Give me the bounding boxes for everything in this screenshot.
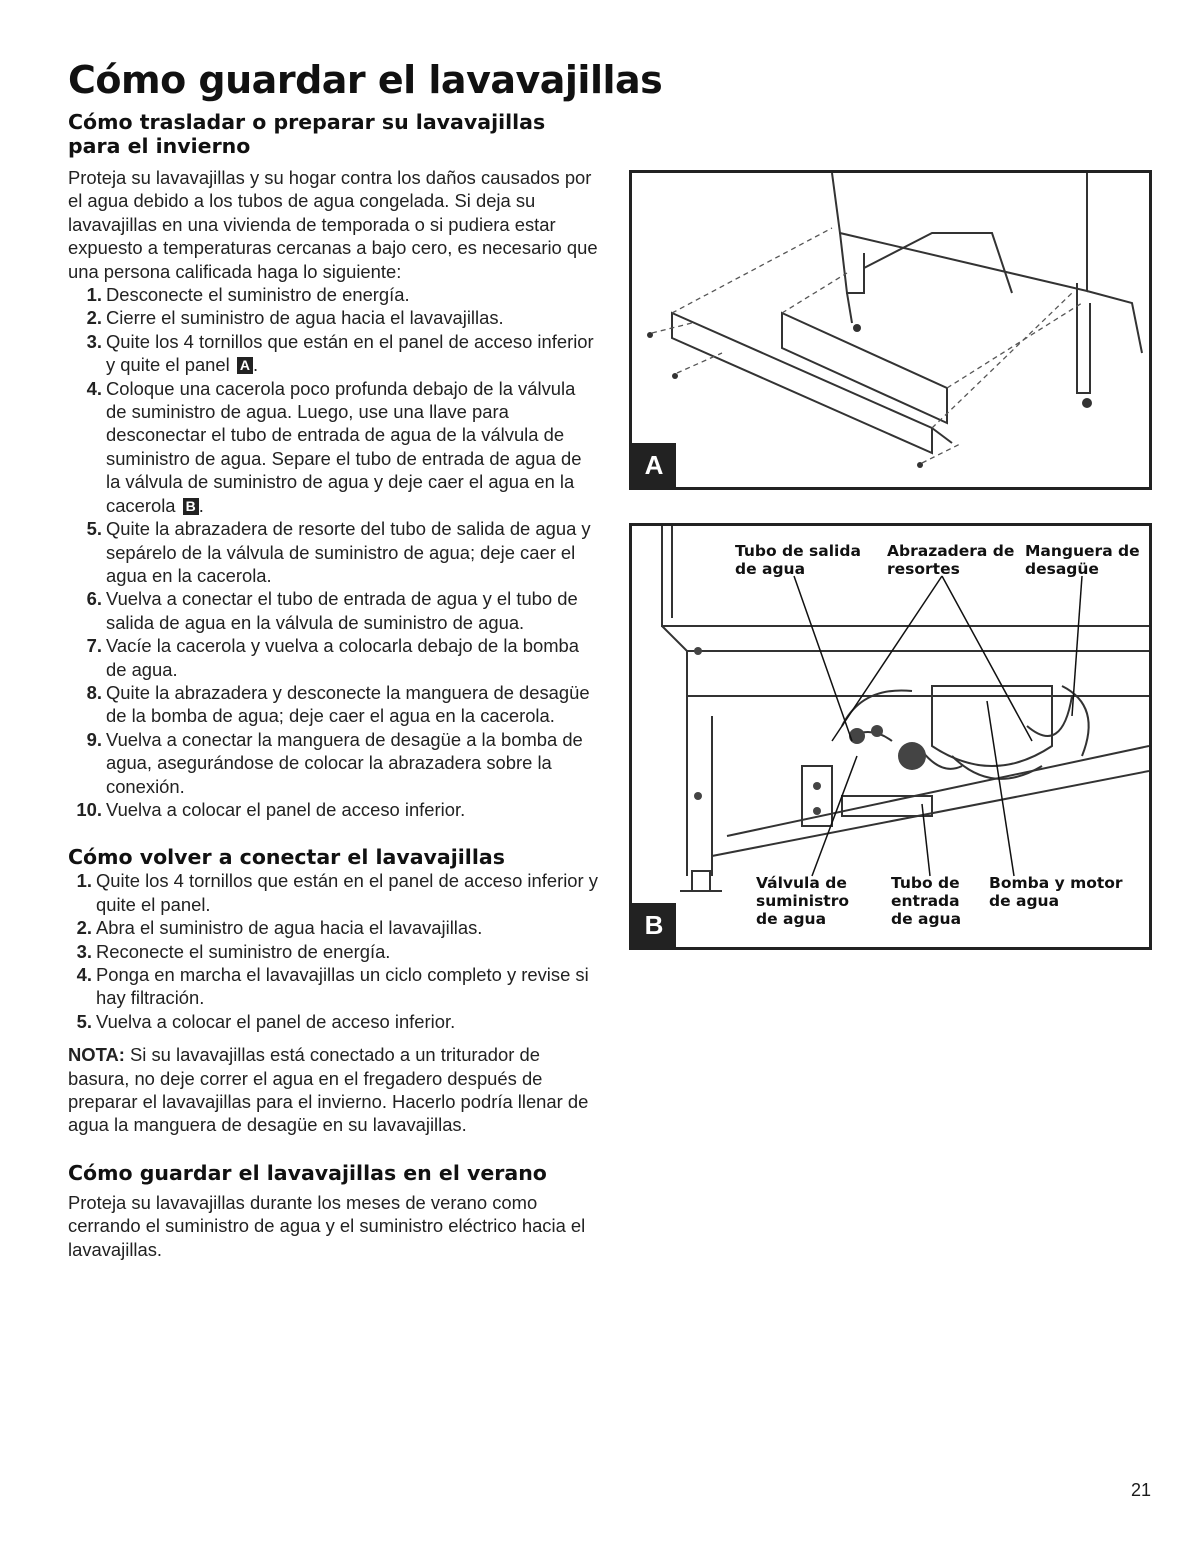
- section-heading-winterize: Cómo trasladar o preparar su lavavajillas para el invierno: [68, 110, 546, 158]
- step-number: 3.: [76, 940, 92, 962]
- step-number: 4.: [76, 964, 92, 985]
- step-text-wrap: [96, 916, 598, 939]
- step-text: Ponga en marcha el lavavajillas un ciclo completo y revise si hay filtración.: [96, 964, 589, 1009]
- step-text-wrap: [106, 587, 598, 634]
- step-text-wrap: [106, 330, 598, 377]
- step-text: Quite los 4 tornillos que están en el panel de acceso inferior y quite el panel.: [96, 870, 598, 915]
- step-text-wrap: [96, 940, 598, 963]
- step-number: 5.: [76, 1010, 92, 1032]
- step-text-wrap: [106, 798, 598, 821]
- reconnect-steps: [68, 869, 598, 1033]
- section-heading-reconnect: Cómo volver a conectar el lavavajillas: [68, 845, 505, 870]
- step-text-wrap: [106, 517, 598, 587]
- step-text: Vuelva a colocar el panel de acceso inferior.: [96, 1010, 456, 1032]
- note-text: Si su lavavajillas está conectado a un triturador de basura, no deje correr el agua en el fregadero después de preparar el lavavajillas para el invierno. Hacerlo podría llenar de agua la manguera de desagüe en su lavavajillas.: [68, 1044, 589, 1136]
- step-item: [68, 798, 598, 821]
- step-item: [68, 377, 598, 517]
- step-text-wrap: [96, 1010, 598, 1033]
- label-manguera: Manguera de desagüe: [1025, 542, 1140, 578]
- step-number: 10.: [76, 798, 102, 820]
- step-item: [68, 330, 598, 377]
- step-number: 5.: [86, 518, 102, 540]
- figure-b: [629, 523, 1152, 950]
- label-abrazadera: Abrazadera de resortes: [887, 542, 1015, 578]
- label-bomba: Bomba y motor de agua: [989, 874, 1123, 910]
- step-text-wrap: [106, 681, 598, 728]
- step-text-wrap: [96, 963, 598, 1010]
- step-item: [68, 587, 598, 634]
- step-text-wrap: [106, 728, 598, 798]
- step-text-wrap: [96, 869, 598, 916]
- step-text: Quite la abrazadera de resorte del tubo de salida de agua y sepárelo de la válvula de suministro de agua; deje caer el agua en la cacerola.: [106, 518, 591, 586]
- step-text: Vuelva a colocar el panel de acceso inferior.: [106, 798, 466, 820]
- section-heading-summer: Cómo guardar el lavavajillas en el verano: [68, 1160, 547, 1185]
- step-number: 2.: [76, 917, 92, 939]
- step-item: [68, 283, 598, 306]
- summer-text: Proteja su lavavajillas durante los meses de verano como cerrando el suministro de agua y el suministro eléctrico hacia el lavavajillas.: [68, 1191, 586, 1260]
- note-label: NOTA:: [68, 1044, 125, 1066]
- access-panel-illustration: [632, 173, 1149, 487]
- step-number: 3.: [86, 330, 102, 352]
- step-text: Cierre el suministro de agua hacia el lavavajillas.: [106, 307, 504, 329]
- step-item: [68, 517, 598, 587]
- figure-reference-badge: A: [237, 357, 253, 374]
- step-item: [68, 869, 598, 916]
- figure-b-label: B: [632, 903, 676, 947]
- step-text-wrap: [106, 283, 598, 306]
- step-text-wrap: [106, 377, 598, 517]
- step-text: Vuelva a conectar la manguera de desagüe a la bomba de agua, asegurándose de colocar la abrazadera sobre la conexión.: [106, 728, 583, 797]
- step-text: Desconecte el suministro de energía.: [106, 284, 410, 306]
- step-text: Quite la abrazadera y desconecte la manguera de desagüe de la bomba de agua; deje caer el agua en la cacerola.: [106, 681, 590, 727]
- page-title: Cómo guardar el lavavajillas: [68, 58, 663, 102]
- winterize-intro: Proteja su lavavajillas y su hogar contra los daños causados por el agua debido a los tubos de agua congelada. Si deja su lavavajillas en una vivienda de temporada o si pudiera estar expuesto a temperaturas cercanas a bajo cero, es necesario que una persona calificada haga lo siguiente:: [68, 167, 598, 282]
- step-text-end: .: [252, 354, 259, 376]
- label-valvula: Válvula de suministro de agua: [756, 874, 849, 928]
- step-text-wrap: [106, 634, 598, 681]
- step-text: Quite los 4 tornillos que están en el panel de acceso inferior y quite el panel: [106, 330, 594, 376]
- step-item: [68, 728, 598, 798]
- step-number: 6.: [86, 588, 102, 610]
- step-item: [68, 940, 598, 963]
- winterize-steps: [68, 283, 598, 821]
- step-number: 1.: [86, 284, 102, 306]
- step-item: [68, 306, 598, 329]
- step-text: Vuelva a conectar el tubo de entrada de agua y el tubo de salida de agua en la válvula de suministro de agua.: [106, 588, 578, 633]
- label-tubo-entrada: Tubo de entrada de agua: [891, 874, 962, 928]
- step-text: Abra el suministro de agua hacia el lavavajillas.: [96, 917, 483, 939]
- label-tubo-salida: Tubo de salida de agua: [735, 542, 861, 578]
- step-number: 4.: [86, 377, 102, 399]
- figure-reference-badge: B: [183, 498, 199, 515]
- step-item: [68, 916, 598, 939]
- main-column: [68, 110, 598, 1261]
- step-item: [68, 963, 598, 1010]
- step-number: 2.: [86, 307, 102, 329]
- figure-a: [629, 170, 1152, 490]
- step-number: 7.: [86, 635, 102, 657]
- step-text: Vacíe la cacerola y vuelva a colocarla debajo de la bomba de agua.: [106, 635, 579, 680]
- step-item: [68, 1010, 598, 1033]
- step-text-end: .: [198, 494, 204, 516]
- step-number: 8.: [86, 681, 102, 703]
- page-number: 21: [1130, 1480, 1151, 1500]
- note-paragraph: [68, 1043, 598, 1137]
- step-item: [68, 681, 598, 728]
- step-text: Coloque una cacerola poco profunda debajo de la válvula de suministro de agua. Luego, use una llave para desconectar el tubo de entrada de agua de la válvula de suministro de agua. Separe el tubo de entrada de agua de la válvula de suministro de agua y deje caer el agua en la cacerola: [106, 377, 582, 516]
- step-item: [68, 634, 598, 681]
- step-number: 9.: [86, 728, 102, 750]
- step-text-wrap: [106, 306, 598, 329]
- figure-a-label: A: [632, 443, 676, 487]
- step-text: Reconecte el suministro de energía.: [96, 940, 391, 962]
- step-number: 1.: [76, 870, 92, 892]
